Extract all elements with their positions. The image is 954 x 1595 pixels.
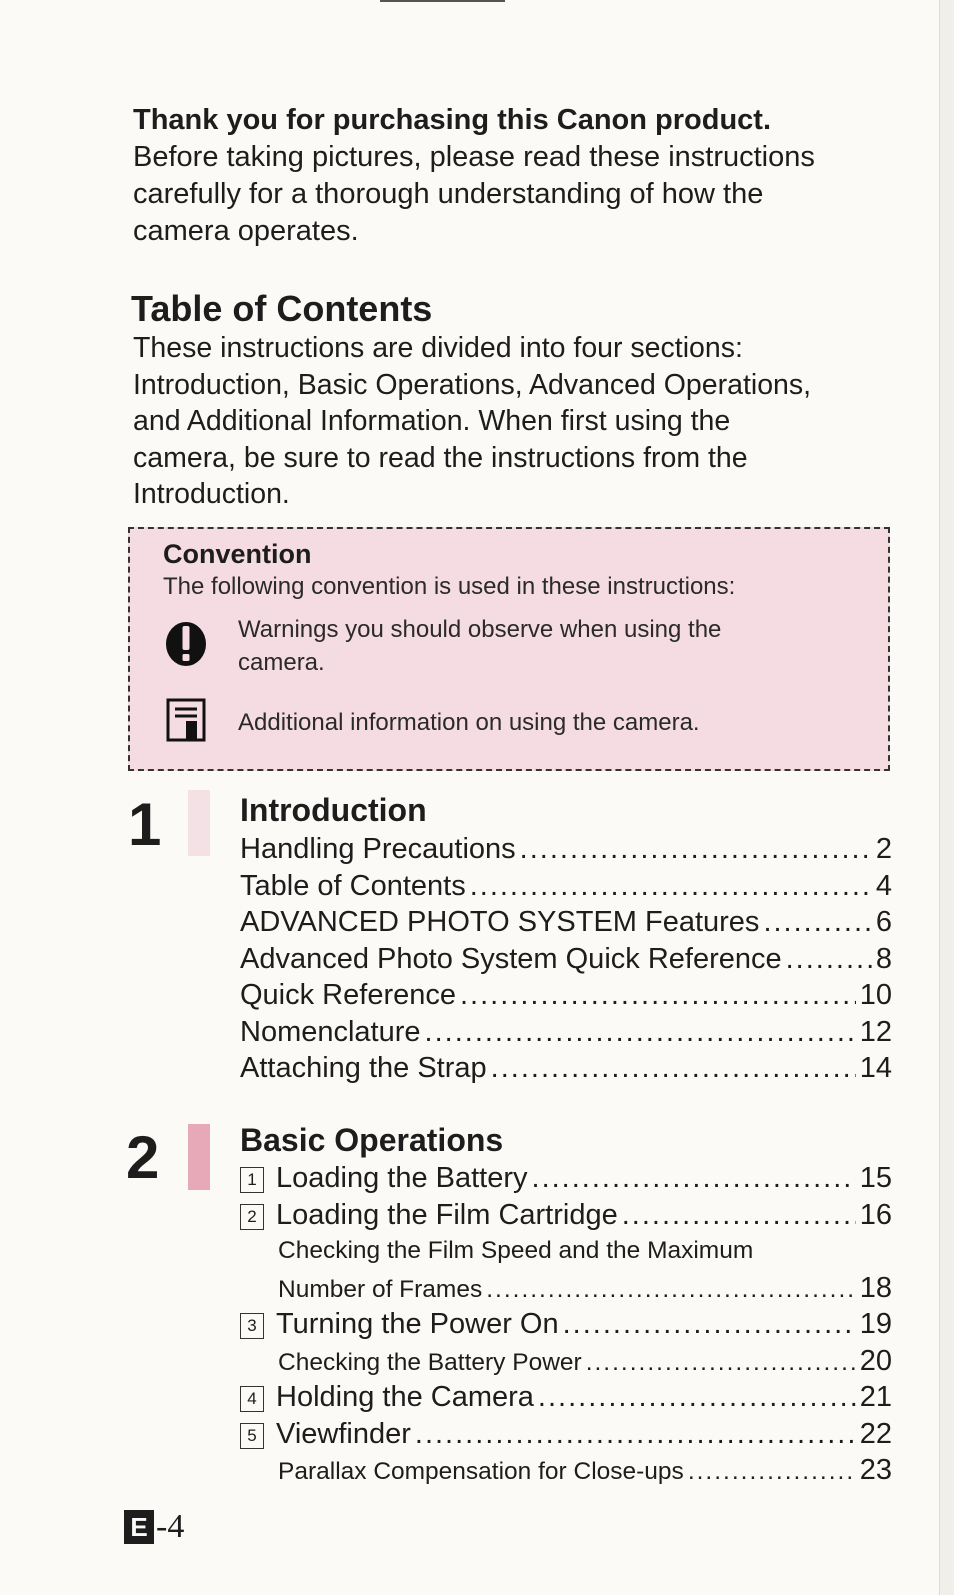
- warning-text-line: Warnings you should observe when using the: [238, 616, 722, 643]
- memo-icon: [165, 697, 207, 743]
- leader-dots: [520, 831, 872, 868]
- toc-entry-page: 23: [859, 1454, 892, 1486]
- note-text: Additional information on using the camera.: [238, 709, 700, 736]
- leader-dots: [688, 1454, 856, 1491]
- toc-entry[interactable]: [240, 941, 892, 978]
- toc-entry[interactable]: [240, 1379, 892, 1416]
- toc-subentry[interactable]: [240, 1233, 892, 1270]
- toc-entry-page: 2: [875, 833, 892, 865]
- toc-description: [133, 330, 893, 513]
- leader-dots: [786, 941, 872, 978]
- toc-entry-label: Checking the Battery Power: [278, 1348, 582, 1376]
- leader-dots: [425, 1014, 856, 1051]
- toc-entry[interactable]: [240, 1416, 892, 1453]
- top-edge-mark: [380, 0, 505, 2]
- toc-entry[interactable]: [240, 1306, 892, 1343]
- toc-entry-label: ADVANCED PHOTO SYSTEM Features: [240, 906, 760, 938]
- toc-entry-page: 19: [859, 1308, 892, 1340]
- toc-entry-page: 4: [875, 869, 892, 902]
- toc-entry-page: 20: [859, 1344, 892, 1377]
- toc-entry-page: 6: [875, 906, 892, 938]
- leader-dots: [538, 1379, 856, 1416]
- section-title: Introduction: [240, 792, 427, 828]
- intro-line: Before taking pictures, please read these instructions: [133, 141, 815, 173]
- toc-entry-label: Viewfinder: [276, 1417, 411, 1450]
- toc-heading: Table of Contents: [131, 288, 433, 329]
- convention-box: [128, 527, 890, 771]
- section-title: Basic Operations: [240, 1122, 504, 1158]
- step-number-box: 5: [240, 1423, 264, 1449]
- section-number: 2: [126, 1124, 160, 1191]
- intro-block: [133, 102, 893, 250]
- toc-subentry[interactable]: [240, 1270, 892, 1307]
- section-number: 1: [128, 791, 162, 858]
- leader-dots: [460, 977, 856, 1014]
- toc-entry-label: Table of Contents: [240, 869, 466, 902]
- leader-dots: [415, 1416, 856, 1453]
- toc-entry[interactable]: [240, 831, 892, 868]
- toc-entry-label: Nomenclature: [240, 1015, 421, 1048]
- toc-subentry[interactable]: [240, 1343, 892, 1380]
- toc-description-line: Introduction.: [133, 478, 290, 510]
- toc-entry[interactable]: [240, 904, 892, 941]
- toc-entry-label: Parallax Compensation for Close-ups: [278, 1458, 684, 1485]
- toc-description-line: and Additional Information. When first using the: [133, 405, 731, 437]
- toc-list-basic-operations: [240, 1160, 892, 1489]
- toc-entry-page: 16: [859, 1198, 892, 1231]
- page-number: -4: [156, 1508, 185, 1545]
- toc-entry-page: 18: [859, 1271, 892, 1304]
- leader-dots: [486, 1272, 856, 1309]
- leader-dots: [491, 1050, 856, 1087]
- toc-entry[interactable]: [240, 1014, 892, 1051]
- toc-entry-page: 8: [875, 942, 892, 975]
- toc-description-line: These instructions are divided into four sections:: [133, 332, 743, 364]
- toc-description-line: camera, be sure to read the instructions from the: [133, 441, 748, 474]
- toc-description-line: Introduction, Basic Operations, Advanced Operations,: [133, 368, 812, 401]
- toc-subentry[interactable]: [240, 1452, 892, 1489]
- leader-dots: [532, 1160, 856, 1197]
- step-number-box: 2: [240, 1204, 264, 1230]
- toc-entry-page: 21: [859, 1381, 892, 1413]
- page-edge: [939, 0, 954, 1595]
- intro-line: camera operates.: [133, 215, 359, 247]
- page-folio: [124, 1508, 184, 1546]
- toc-entry-page: 14: [859, 1052, 892, 1084]
- leader-dots: [563, 1306, 856, 1343]
- toc-entry[interactable]: [240, 868, 892, 905]
- toc-entry[interactable]: [240, 1050, 892, 1087]
- toc-entry-page: 22: [859, 1417, 892, 1450]
- toc-entry[interactable]: [240, 977, 892, 1014]
- toc-entry-label: Quick Reference: [240, 979, 456, 1011]
- toc-entry-label: Advanced Photo System Quick Reference: [240, 942, 782, 975]
- leader-dots: [586, 1345, 856, 1382]
- step-number-box: 1: [240, 1167, 264, 1193]
- toc-entry-page: 15: [859, 1162, 892, 1194]
- step-number-box: 4: [240, 1386, 264, 1412]
- toc-entry-label: Attaching the Strap: [240, 1052, 487, 1084]
- section-tab: [188, 790, 210, 856]
- convention-title: Convention: [163, 539, 312, 569]
- toc-entry-label: Loading the Battery: [276, 1162, 528, 1194]
- warning-text: [238, 613, 858, 679]
- toc-entry-label: Handling Precautions: [240, 833, 516, 865]
- step-number-box: 3: [240, 1313, 264, 1339]
- toc-entry-label: Checking the Film Speed and the Maximum: [278, 1237, 754, 1264]
- warning-text-line: camera.: [238, 649, 325, 676]
- language-badge: E: [124, 1510, 154, 1544]
- toc-entry-label: Turning the Power On: [276, 1308, 559, 1340]
- thanks-line: Thank you for purchasing this Canon product.: [133, 104, 772, 136]
- convention-description: The following convention is used in these instructions:: [163, 573, 736, 600]
- leader-dots: [622, 1197, 856, 1234]
- leader-dots: [470, 868, 872, 905]
- toc-entry-label: Loading the Film Cartridge: [276, 1198, 618, 1231]
- toc-entry-label: Number of Frames: [278, 1275, 483, 1303]
- intro-line: carefully for a thorough understanding of how the: [133, 178, 764, 210]
- toc-entry-label: Holding the Camera: [276, 1381, 534, 1413]
- toc-list-introduction: [240, 831, 892, 1087]
- toc-entry[interactable]: [240, 1197, 892, 1234]
- section-tab: [188, 1124, 210, 1190]
- toc-entry-page: 10: [859, 979, 892, 1011]
- leader-dots: [763, 904, 871, 941]
- toc-entry-page: 12: [859, 1015, 892, 1048]
- toc-entry[interactable]: [240, 1160, 892, 1197]
- warning-icon: [164, 619, 208, 669]
